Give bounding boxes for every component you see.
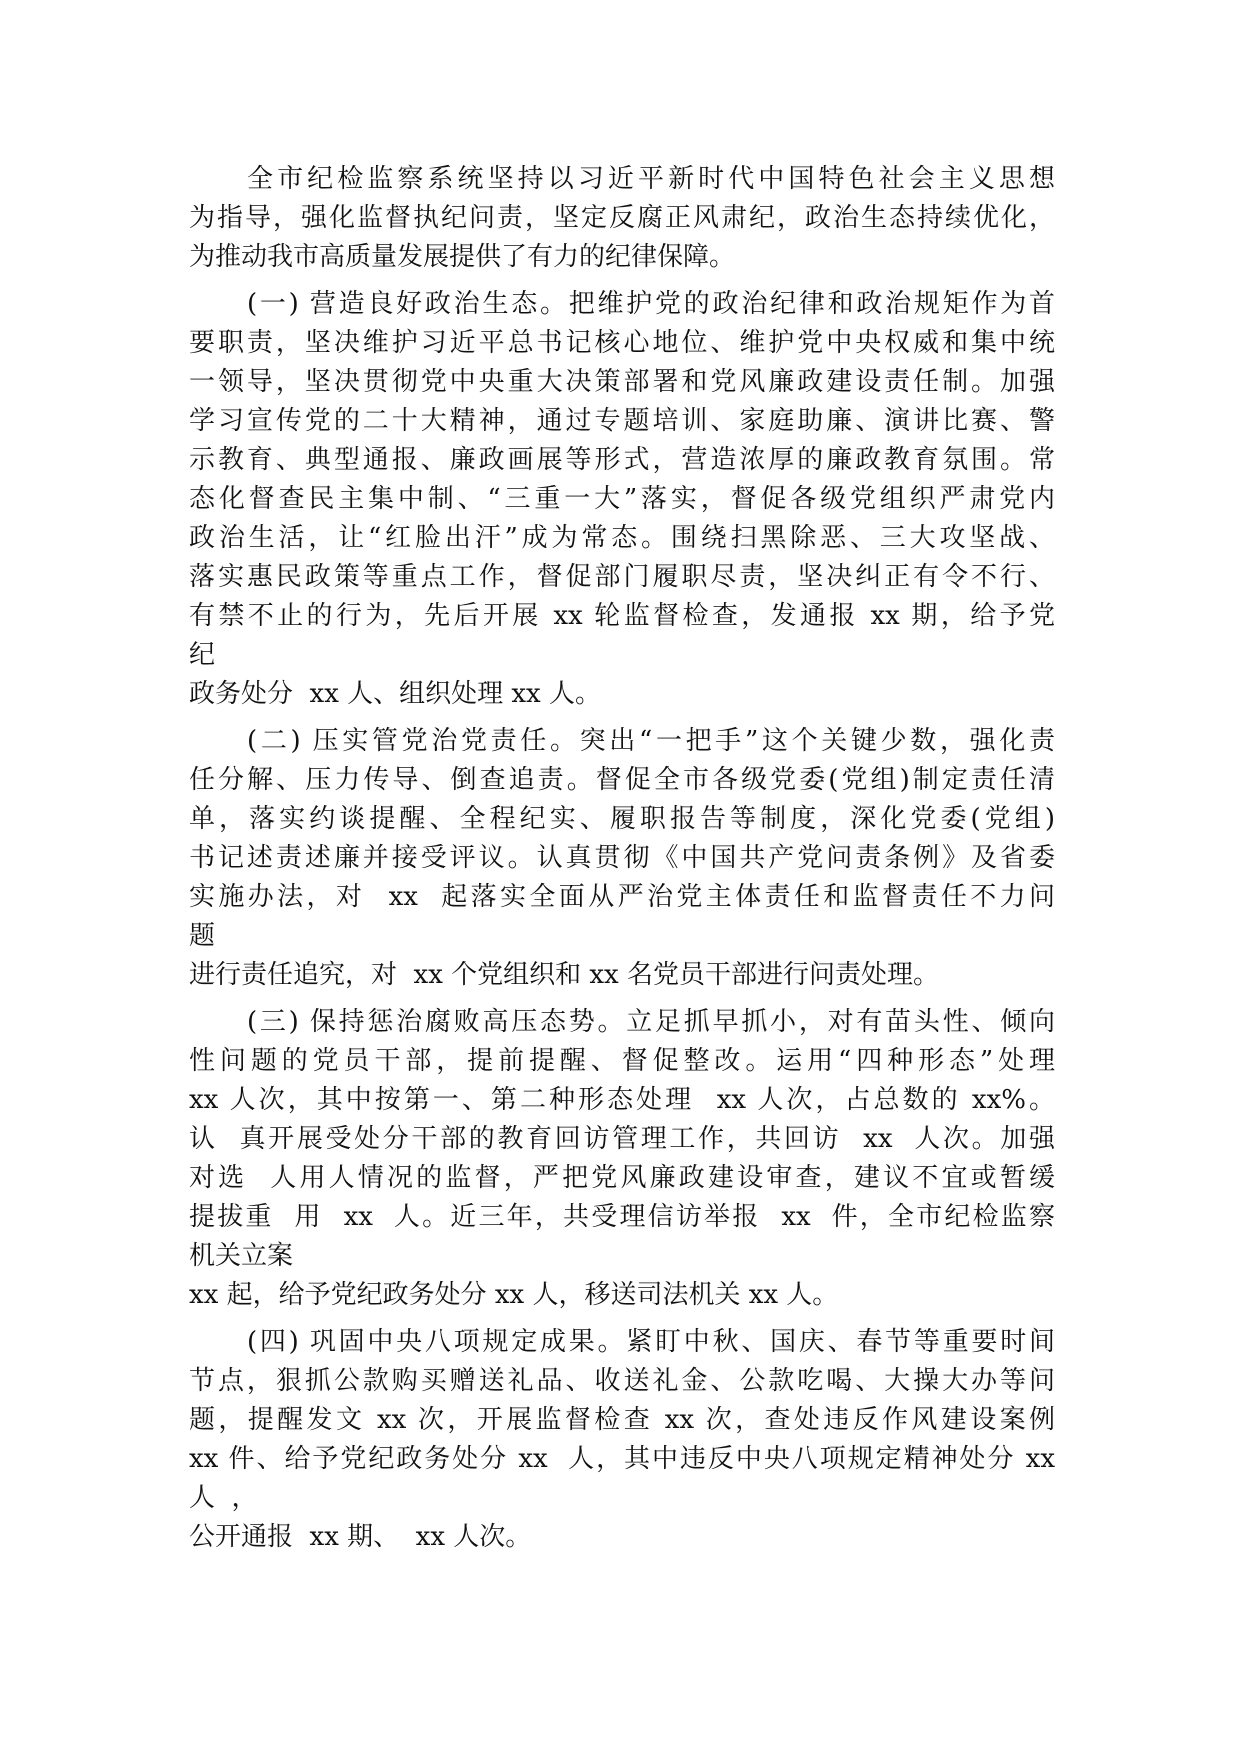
paragraph-section-3 bbox=[189, 1003, 1055, 1315]
text-line: 任分解、压力传导、倒查追责。督促全市各级党委(党组)制定责任清 bbox=[189, 765, 1055, 795]
text-line: xx 起，给予党纪政务处分 xx 人，移送司法机关 xx 人。 bbox=[189, 1280, 839, 1310]
text-line: 示教育、典型通报、廉政画展等形式，营造浓厚的廉政教育氛围。常 bbox=[189, 445, 1055, 475]
section-heading-line: (二) 压实管党治党责任。突出“一把手”这个关键少数，强化责 bbox=[247, 726, 1055, 756]
text-line: 政治生活，让“红脸出汗”成为常态。围绕扫黑除恶、三大攻坚战、 bbox=[189, 523, 1055, 553]
text-line: 政务处分 xx 人、组织处理 xx 人。 bbox=[189, 679, 601, 709]
section-heading-line: (三) 保持惩治腐败高压态势。立足抓早抓小，对有苗头性、倾向 bbox=[247, 1007, 1055, 1037]
text-line: 性问题的党员干部，提前提醒、督促整改。运用“四种形态”处理 bbox=[189, 1046, 1055, 1076]
text-line: 一领导，坚决贯彻党中央重大决策部署和党风廉政建设责任制。加强 bbox=[189, 367, 1055, 397]
text-line: 要职责，坚决维护习近平总书记核心地位、维护党中央权威和集中统 bbox=[189, 328, 1055, 358]
text-line: 态化督查民主集中制、“三重一大”落实，督促各级党组织严肃党内 bbox=[189, 484, 1055, 514]
text-line: 书记述责述廉并接受评议。认真贯彻《中国共产党问责条例》及省委 bbox=[189, 843, 1055, 873]
section-heading-line: (一) 营造良好政治生态。把维护党的政治纪律和政治规矩作为首 bbox=[247, 289, 1055, 319]
text-line: 进行责任追究，对 xx 个党组织和 xx 名党员干部进行问责处理。 bbox=[189, 960, 939, 990]
section-heading-line: (四) 巩固中央八项规定成果。紧盯中秋、国庆、春节等重要时间 bbox=[247, 1327, 1055, 1357]
text-line: 学习宣传党的二十大精神，通过专题培训、家庭助廉、演讲比赛、警 bbox=[189, 406, 1055, 436]
text-line: 机关立案 bbox=[189, 1241, 294, 1271]
document-body bbox=[189, 160, 1055, 1557]
text-line: 有禁不止的行为，先后开展 xx 轮监督检查，发通报 xx 期，给予党 bbox=[189, 601, 1055, 631]
text-line: 全市纪检监察系统坚持以习近平新时代中国特色社会主义思想 bbox=[247, 164, 1055, 194]
text-line: 为指导，强化监督执纪问责，坚定反腐正风肃纪，政治生态持续优化， bbox=[189, 203, 1055, 233]
text-line: 提拔重 用 xx 人。近三年，共受理信访举报 xx 件，全市纪检监察 bbox=[189, 1202, 1055, 1232]
paragraph-section-2 bbox=[189, 722, 1055, 995]
text-line: xx 件、给予党纪政务处分 xx 人，其中违反中央八项规定精神处分 xx bbox=[189, 1444, 1055, 1474]
text-line: 对选 人用人情况的监督，严把党风廉政建设审查，建议不宜或暂缓 bbox=[189, 1163, 1055, 1193]
text-line: 节点，狠抓公款购买赠送礼品、收送礼金、公款吃喝、大操大办等问 bbox=[189, 1366, 1055, 1396]
text-line: 题 bbox=[189, 921, 216, 951]
text-line: 实施办法，对 xx 起落实全面从严治党主体责任和监督责任不力问 bbox=[189, 882, 1055, 912]
text-line: 纪 bbox=[189, 640, 216, 670]
paragraph-intro bbox=[189, 160, 1055, 277]
text-line: 人 ， bbox=[189, 1483, 258, 1513]
text-line: 为推动我市高质量发展提供了有力的纪律保障。 bbox=[189, 242, 736, 272]
text-line: xx 人次，其中按第一、第二种形态处理 xx 人次，占总数的 xx%。 bbox=[189, 1085, 1055, 1115]
paragraph-section-4 bbox=[189, 1323, 1055, 1557]
text-line: 单，落实约谈提醒、全程纪实、履职报告等制度，深化党委(党组) bbox=[189, 804, 1055, 834]
text-line: 落实惠民政策等重点工作，督促部门履职尽责，坚决纠正有令不行、 bbox=[189, 562, 1055, 592]
text-line: 公开通报 xx 期、 xx 人次。 bbox=[189, 1522, 532, 1552]
text-line: 认 真开展受处分干部的教育回访管理工作，共回访 xx 人次。加强 bbox=[189, 1124, 1055, 1154]
paragraph-section-1 bbox=[189, 285, 1055, 714]
text-line: 题，提醒发文 xx 次，开展监督检查 xx 次，查处违反作风建设案例 bbox=[189, 1405, 1055, 1435]
